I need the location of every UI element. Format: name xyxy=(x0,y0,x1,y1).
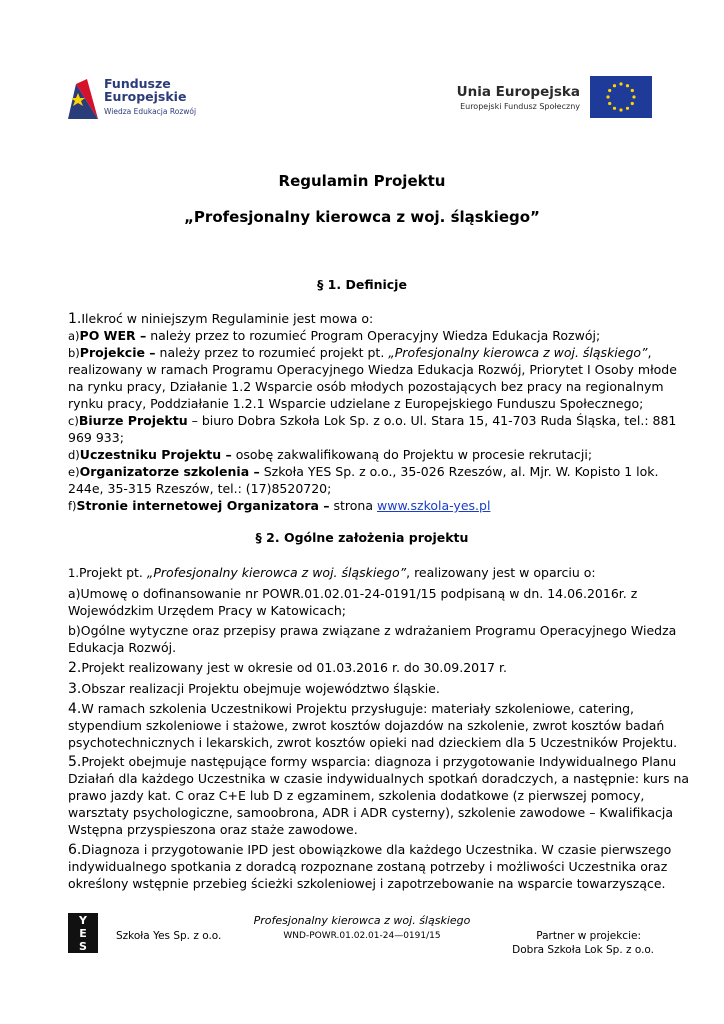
definition-d: d)Uczestniku Projektu – osobę zakwalifikowaną do Projektu w procesie rekrutacji; xyxy=(68,447,593,462)
definitions-intro: 1.Ilekroć w niniejszym Regulaminie jest mowa o: xyxy=(68,311,374,327)
document-title: Regulamin Projektu xyxy=(278,172,446,190)
clause-2: 2.Projekt realizowany jest w okresie od 01.03.2016 r. do 30.09.2017 r. xyxy=(68,660,507,676)
definition-b: b)Projekcie – należy przez to rozumieć projekt pt. „Profesjonalny kierowca z woj. śląskiego”, xyxy=(68,345,652,360)
fe-logo-line1: Fundusze xyxy=(104,76,171,91)
definition-a: a)PO WER – należy przez to rozumieć Program Operacyjny Wiedza Edukacja Rozwój; xyxy=(68,328,601,343)
footer-project-name: Profesjonalny kierowca z woj. śląskiego xyxy=(253,914,471,927)
fe-star-mark-icon xyxy=(68,79,98,119)
clause-5: 5.Projekt obejmuje następujące formy wsparcia: diagnoza i przygotowanie Indywidualnego Planu xyxy=(68,754,677,770)
definition-f: f)Stronie internetowej Organizatora – strona www.szkola-yes.pl xyxy=(68,498,491,513)
clause-1a-line1: a)Umowę o dofinansowanie nr POWR.01.02.01-24-0191/15 podpisaną w dn. 14.06.2016r. z xyxy=(68,586,638,601)
yes-logo-letter-e: E xyxy=(79,927,87,940)
clause-4: 4.W ramach szkolenia Uczestnikowi Projektu przysługuje: materiały szkoleniowe, catering, xyxy=(68,701,635,717)
clause-5-line2: Działań dla każdego Uczestnika w czasie indywidualnych spotkań doradczych, a następnie: kurs na xyxy=(68,771,690,786)
yes-logo-letter-y: Y xyxy=(79,914,87,927)
document-subtitle: „Profesjonalny kierowca z woj. śląskiego” xyxy=(184,208,540,226)
clause-1b-line2: Edukacja Rozwój. xyxy=(68,640,177,655)
definition-b-line2: realizowany w ramach Programu Operacyjnego Wiedza Edukacja Rozwój, Priorytet I Osoby młode xyxy=(68,362,677,377)
eu-flag-icon xyxy=(590,76,652,118)
clause-3: 3.Obszar realizacji Projektu obejmuje województwo śląskie. xyxy=(68,681,440,697)
definition-c: c)Biurze Projektu – biuro Dobra Szkoła Lok Sp. z o.o. Ul. Stara 15, 41-703 Ruda Śląska, tel.: 881 xyxy=(68,413,677,428)
definition-e: e)Organizatorze szkolenia – Szkoła YES Sp. z o.o., 35-026 Rzeszów, al. Mjr. W. Kopisto 1 lok. xyxy=(68,464,659,479)
fe-logo-line2: Europejskie xyxy=(104,89,187,104)
footer-organization: Szkoła Yes Sp. z o.o. xyxy=(116,930,222,942)
ue-logo-line1: Unia Europejska xyxy=(456,84,580,100)
clause-5-line4: warsztaty psychologiczne, samoobrona, ADR i ADR cysterny), szkolenie zawodowe – Kwalifikacja xyxy=(68,805,674,820)
clause-5-line5: Wstępna przyspieszona oraz staże zawodowe. xyxy=(68,822,358,837)
clause-1a-line2: Wojewódzkim Urzędem Pracy w Katowicach; xyxy=(68,603,346,618)
section-2-heading: § 2. Ogólne założenia projektu xyxy=(255,530,469,545)
clause-6-line2: indywidualnego spotkania z doradcą rozpoznane zostaną potrzeby i możliwości Uczestnika oraz xyxy=(68,859,668,874)
fundusze-europejskie-logo xyxy=(68,77,208,123)
yes-logo-letter-s: S xyxy=(79,940,87,953)
fe-logo-line3: Wiedza Edukacja Rozwój xyxy=(104,107,197,116)
footer-partner-name: Dobra Szkoła Lok Sp. z o.o. xyxy=(512,944,654,956)
definition-b-line4: rynku pracy, Poddziałanie 1.2.1 Wsparcie udzielane z Europejskiego Funduszu Społecznego; xyxy=(68,396,644,411)
clause-5-line3: prawo jazdy kat. C oraz C+E lub D z egzaminem, szkolenia dodatkowe (z pierwszej pomocy, xyxy=(68,788,645,803)
clause-4-line2: stypendium szkoleniowe i stażowe, zwrot kosztów dojazdów na szkolenie, zwrot kosztów badań xyxy=(68,718,665,733)
footer-project-code: WND-POWR.01.02.01-24—0191/15 xyxy=(283,931,441,941)
definition-e-line2: 244e, 35-315 Rzeszów, tel.: (17)8520720; xyxy=(68,481,332,496)
clause-6: 6.Diagnoza i przygotowanie IPD jest obowiązkowe dla każdego Uczestnika. W czasie pierwszego xyxy=(68,842,672,858)
footer-partner-label: Partner w projekcie: xyxy=(536,930,641,942)
unia-europejska-logo-text xyxy=(457,84,580,111)
clause-1: 1.Projekt pt. „Profesjonalny kierowca z woj. śląskiego”, realizowany jest w oparciu o: xyxy=(68,565,596,580)
ue-logo-line2: Europejski Fundusz Społeczny xyxy=(460,102,580,111)
clause-4-line3: psychotechnicznych i lekarskich, zwrot kosztów opieki nad dzieckiem dla 5 Uczestników Projektu. xyxy=(68,735,678,750)
definition-b-line3: na rynku pracy, Działanie 1.2 Wsparcie osób młodych pozostających bez pracy na regionalnym xyxy=(68,379,664,394)
definition-c-line2: 969 933; xyxy=(68,430,124,445)
clause-6-line3: określony wstępnie przebieg ścieżki szkoleniowej i zapotrzebowanie na wsparcie towarzyszące. xyxy=(68,876,666,891)
clause-1b-line1: b)Ogólne wytyczne oraz przepisy prawa związane z wdrażaniem Programu Operacyjnego Wiedza xyxy=(68,623,677,638)
section-1-heading: § 1. Definicje xyxy=(317,277,407,292)
organizer-website-link[interactable]: www.szkola-yes.pl xyxy=(377,498,491,513)
